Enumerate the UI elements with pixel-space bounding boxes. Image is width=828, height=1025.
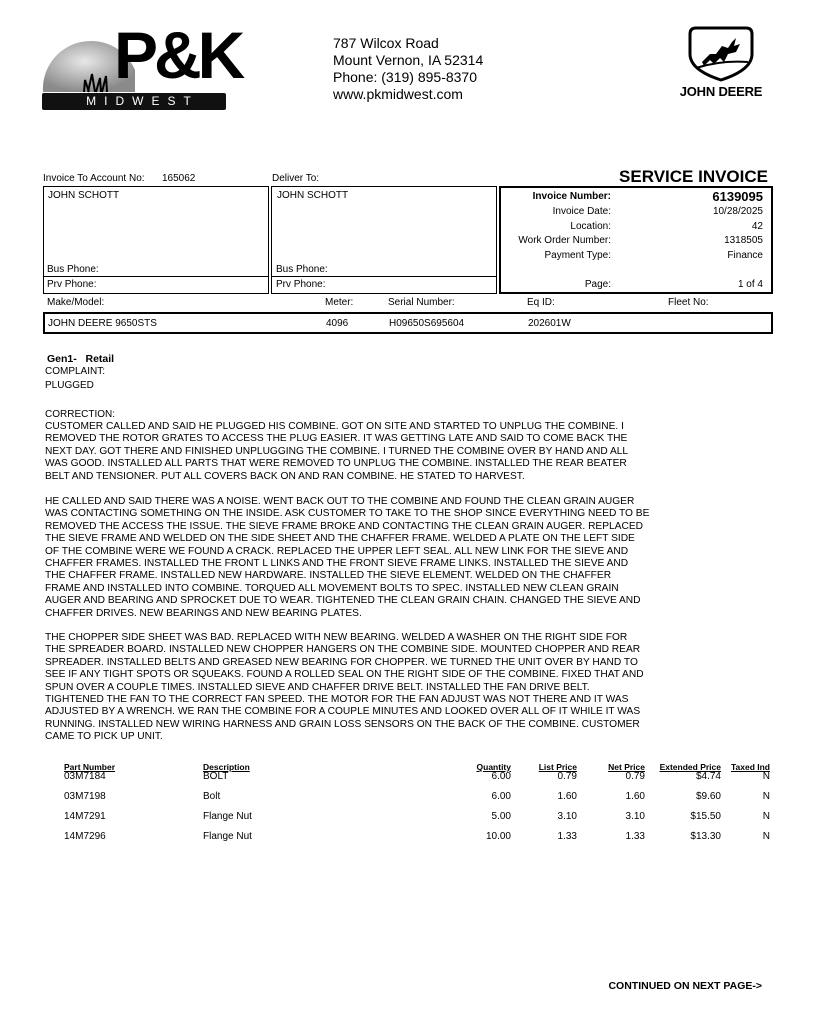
eq-id-label: Eq ID: [527,297,555,308]
list-price-cell: 3.10 [557,811,577,822]
make-model-value: JOHN DEERE 9650STS [48,318,157,329]
invoice-info-box [499,186,773,294]
account-label: Invoice To Account No: [43,173,145,184]
divider [272,276,496,277]
table-row [45,831,775,845]
quantity-cell: 10.00 [485,831,511,842]
part-number-cell: 14M7296 [64,831,106,842]
page-value: 1 of 4 [737,279,763,290]
invoice-number-value: 6139095 [712,189,763,204]
work-order-row [501,235,769,250]
make-model-label: Make/Model: [47,297,105,308]
bill-to-box [43,186,269,294]
list-price-cell: 0.79 [557,771,577,782]
header-taxed: Taxed Ind [730,762,770,772]
text-line: REMOVED THE ACCESS THE ISSUE. THE SIEVE FRAME BROKE AND CONTACTING THE CLEAN GRAIN AUGER. REPLACED [45,520,643,532]
text-line: CUSTOMER CALLED AND SAID HE PLUGGED HIS COMBINE. GOT ON SITE AND STARTED TO UNPLUG THE COMBINE. I [45,421,624,432]
work-order-label: Work Order Number: [518,235,611,246]
taxed-cell: N [762,831,770,842]
text-line: TIGHTENED THE FAN TO THE CORRECT FAN SPEED. THE MOTOR FOR THE FAN ADJUST WAS NOT THERE AND IT WAS [45,694,629,706]
net-price-cell: 3.10 [625,811,645,822]
logo-main-text: P&K [114,18,242,92]
bill-bus-phone-label: Bus Phone: [47,264,99,275]
text-line: FRAME AND INSTALLED INTO COMBINE. TORQUED ALL MOVEMENT BOLTS TO SPEC. INSTALLED NEW CLEAN GRAIN [45,582,619,594]
header-list-price: List Price [538,762,577,772]
continued-note: CONTINUED ON NEXT PAGE-> [608,980,762,992]
part-number-cell: 03M7198 [64,791,106,802]
deliver-to-name: JOHN SCHOTT [277,190,349,201]
correction-paragraph-2 [45,496,685,620]
serial-label: Serial Number: [388,297,455,308]
correction-paragraph-1 [45,421,685,483]
header-quantity: Quantity [476,762,511,772]
eq-id-value: 202601W [528,318,571,329]
text-line: RUNNING. INSTALLED NEW WIRING HARNESS AND GRAIN LOSS SENSORS ON THE BACK OF THE COMBINE. CUSTOMER [45,718,640,730]
invoice-date-label: Invoice Date: [552,206,611,217]
part-number-cell: 14M7291 [64,811,106,822]
address-line2: Mount Vernon, IA 52314 [333,52,484,68]
header-description: Description [203,762,250,772]
extended-price-cell: $9.60 [695,791,721,802]
description-cell: Flange Nut [203,811,252,822]
text-line: WAS CONTACTING SOMETHING ON THE INSIDE. ASK CUSTOMER TO TAKE TO THE SHOP SINCE EVERYTHING NEED TO BE [45,508,650,520]
john-deere-text: JOHN DEERE [679,84,763,99]
taxed-cell: N [762,791,770,802]
complaint-value: PLUGGED [45,380,94,391]
invoice-title: SERVICE INVOICE [619,167,768,186]
invoice-date-value: 10/28/2025 [712,206,763,217]
complaint-label: COMPLAINT: [45,366,106,377]
quantity-cell: 5.00 [491,811,511,822]
divider [44,276,268,277]
page-row [501,279,769,294]
text-line: SPUN OVER A COUPLE TIMES. INSTALLED SIEVE AND CHAFFER DRIVE BELT. INSTALLED THE FAN DRIVE BELT. [45,681,590,693]
table-row [45,811,775,825]
work-order-value: 1318505 [724,235,763,246]
header-net-price: Net Price [608,762,645,772]
text-line: CHAFFER DRIVES. NEW BEARINGS AND NEW BEARING PLATES. [45,607,362,619]
company-website: www.pkmidwest.com [333,86,463,102]
text-line: REMOVED THE ROTOR GRATES TO ACCESS THE PLUG EASIER. IT WAS GETTING LATE AND SAID TO COME BACK THE [45,433,628,445]
net-price-cell: 1.60 [625,791,645,802]
fleet-label: Fleet No: [668,297,709,308]
text-line: SEE IF ANY TIGHT SPOTS OR SQUEAKS. FOUND A ROLLED SEAL ON THE RIGHT SIDE OF THE COMBINE. FIXED THAT AND [45,669,644,681]
table-row [45,771,775,785]
text-line: CHAFFER FRAMES. INSTALLED THE FRONT L LINKS AND THE FRONT SIEVE FRAME LINKS. INSTALLED THE SIEVE AND [45,558,629,570]
bill-prv-phone-label: Prv Phone: [47,279,97,290]
pk-midwest-logo [40,18,242,112]
extended-price-cell: $13.30 [690,831,721,842]
account-number: 165062 [162,173,196,184]
text-line: BELT AND TENSIONER. PUT ALL COVERS BACK ON AND RAN COMBINE. HE STATED TO HARVEST. [45,470,525,482]
description-cell: Flange Nut [203,831,252,842]
invoice-number-label: Invoice Number: [532,191,611,202]
company-phone: Phone: (319) 895-8370 [333,69,477,85]
list-price-cell: 1.33 [557,831,577,842]
text-line: ADJUSTED BY A WRENCH. WE RAN THE COMBINE FOR A COUPLE MINUTES AND LOOKED OVER ALL OF IT WHILE IT WAS [45,706,641,718]
deliver-bus-phone-label: Bus Phone: [276,264,328,275]
quantity-cell: 6.00 [491,791,511,802]
quantity-cell: 6.00 [491,771,511,782]
text-line: THE CHAFFER FRAME. INSTALLED NEW HARDWARE. INSTALLED THE SIEVE ELEMENT. WELDED ON THE CHAFFER [45,570,612,582]
header-extended-price: Extended Price [659,762,721,772]
payment-type-row [501,250,769,265]
description-cell: Bolt [203,791,221,802]
taxed-cell: N [762,771,770,782]
page-label: Page: [584,279,611,290]
net-price-cell: 1.33 [625,831,645,842]
logo-sub-text: MIDWEST [86,94,199,108]
text-line: OF THE COMBINE WERE WE FOUND A CRACK. REPLACED THE UPPER LEFT SEAL. ALL NEW LINK FOR THE SIEVE AND [45,545,629,557]
correction-paragraph-3 [45,632,685,744]
text-line: NEXT DAY. GOT THERE AND FINISHED UNPLUGGING THE COMBINE. I TURNED THE COMBINE OVER BY HAND AND ALL [45,445,629,457]
address-line1: 787 Wilcox Road [333,35,439,51]
job-header: Gen1- Retail [47,353,115,365]
list-price-cell: 1.60 [557,791,577,802]
net-price-cell: 0.79 [625,771,645,782]
location-label: Location: [570,221,611,232]
deliver-to-box [271,186,497,294]
text-line: CAME TO PICK UP UNIT. [45,731,163,743]
text-line: SPREADER. INSTALLED BELTS AND GREASED NEW BEARING FOR CHOPPER. WE TURNED THE UNIT OVER BY HAND TO [45,656,638,668]
text-line: AUGER AND BEARING AND SPROCKET DUE TO WEAR. TIGHTENED THE CLEAN GRAIN CHAIN. CHANGED THE SIEVE AND [45,595,641,607]
bill-to-name: JOHN SCHOTT [48,190,120,201]
deliver-prv-phone-label: Prv Phone: [276,279,326,290]
text-line: THE CHOPPER SIDE SHEET WAS BAD. REPLACED WITH NEW BEARING. WELDED A WASHER ON THE RIGHT SIDE FOR [45,632,628,643]
meter-label: Meter: [325,297,354,308]
correction-label: CORRECTION: [45,409,115,420]
part-number-cell: 03M7184 [64,771,106,782]
text-line: THE SPREADER BOARD. INSTALLED NEW CHOPPER HANGERS ON THE COMBINE SIDE. MOUNTED CHOPPER AND REAR [45,644,641,656]
description-cell: BOLT [203,771,229,782]
equipment-box [43,312,773,334]
table-row [45,791,775,805]
text-line: THE SIEVE FRAME AND WELDED ON THE SIDE SHEET AND THE CHAFFER FRAME. WELDED A PLATE ON THE LEFT SIDE [45,533,635,545]
extended-price-cell: $15.50 [690,811,721,822]
taxed-cell: N [762,811,770,822]
extended-price-cell: $4.74 [695,771,721,782]
payment-type-value: Finance [727,250,763,261]
invoice-number-row [501,191,769,206]
text-line: WAS GOOD. INSTALLED ALL PARTS THAT WERE REMOVED TO UNPLUG THE COMBINE. INSTALLED THE REAR BEATER [45,458,627,470]
deliver-to-label: Deliver To: [272,173,320,184]
header-part-number: Part Number [64,762,116,772]
location-row [501,221,769,236]
text-line: HE CALLED AND SAID THERE WAS A NOISE. WENT BACK OUT TO THE COMBINE AND FOUND THE CLEAN GRAIN AUGER [45,496,635,507]
invoice-date-row [501,206,769,221]
location-value: 42 [751,221,763,232]
serial-value: H09650S695604 [389,318,465,329]
payment-type-label: Payment Type: [544,250,611,261]
meter-value: 4096 [326,318,349,329]
